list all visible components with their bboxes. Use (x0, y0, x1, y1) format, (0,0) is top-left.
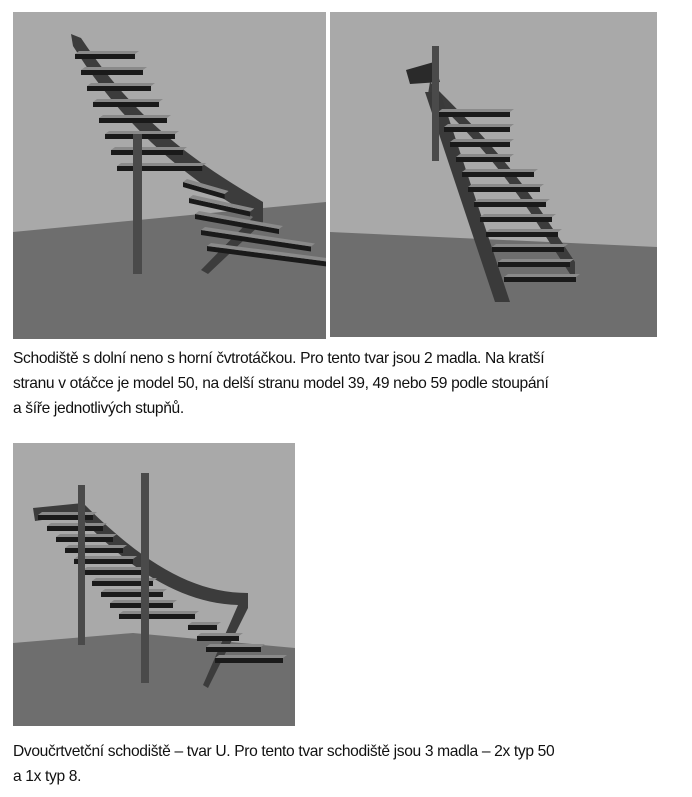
stair-tread (93, 99, 163, 102)
stair-step (75, 54, 135, 59)
stair-tread (105, 131, 179, 134)
staircase-u-shape-image (13, 443, 295, 726)
stair-tread (117, 163, 206, 166)
text-line: Dvoučrtvetční schodiště – tvar U. Pro tento tvar schodiště jsou 3 madla – 2x typ 50 (13, 743, 555, 760)
stair-tread (83, 567, 147, 570)
stair-step (498, 262, 570, 267)
stair-tread (81, 67, 147, 70)
stair-tread (474, 199, 550, 202)
stair-step (87, 86, 151, 91)
text-line: a šíře jednotlivých stupňů. (13, 400, 184, 417)
stair-tread (75, 51, 139, 54)
stair-tread (438, 109, 514, 112)
stair-step (117, 166, 202, 171)
newel-post (432, 46, 439, 161)
stair-step (99, 118, 167, 123)
stair-tread (215, 655, 287, 658)
stair-step (462, 172, 534, 177)
stair-tread (468, 184, 544, 187)
stair-step (197, 636, 239, 641)
stair-step (450, 142, 510, 147)
stair-tread (206, 644, 265, 647)
stair-step (83, 570, 143, 575)
staircase-quarter-turn-image (13, 12, 326, 339)
stair-tread (99, 115, 171, 118)
stair-step (101, 592, 163, 597)
stair-step (474, 202, 546, 207)
stair-step (47, 526, 103, 531)
stair-tread (456, 154, 514, 157)
stair-step (492, 247, 564, 252)
stair-tread (492, 244, 568, 247)
text-line: stranu v otáčce je model 50, na delší stranu model 39, 49 nebo 59 podle stoupání (13, 375, 549, 392)
stair-step (206, 647, 261, 652)
stair-step (111, 150, 183, 155)
stair-step (188, 625, 217, 630)
paragraph-quarter-turn-description (13, 346, 688, 421)
stair-step (81, 70, 143, 75)
stair-tread (188, 622, 221, 625)
stair-tread (38, 512, 97, 515)
stair-tread (450, 139, 514, 142)
stair-step (456, 157, 510, 162)
stair-tread (56, 534, 117, 537)
staircase-upper-quarter-turn-image (330, 12, 657, 337)
newel-post (133, 134, 142, 274)
stair-step (468, 187, 540, 192)
stair-step (65, 548, 123, 553)
stair-tread (119, 611, 199, 614)
stair-tread (47, 523, 107, 526)
stair-tread (65, 545, 127, 548)
stair-tread (197, 633, 243, 636)
text-line: Schodiště s dolní neno s horní čvtrotáčkou. Pro tento tvar jsou 2 madla. Na kratší (13, 350, 545, 367)
stair-tread (504, 274, 580, 277)
stair-step (486, 232, 558, 237)
newel-post (141, 473, 149, 683)
newel-post (78, 485, 85, 645)
stair-tread (462, 169, 538, 172)
stair-step (480, 217, 552, 222)
stair-step (93, 102, 159, 107)
stair-tread (87, 83, 155, 86)
stair-step (504, 277, 576, 282)
stair-tread (111, 147, 187, 150)
stair-tread (498, 259, 574, 262)
stair-step (444, 127, 510, 132)
stair-tread (480, 214, 556, 217)
text-line: a 1x typ 8. (13, 768, 82, 785)
stair-step (438, 112, 510, 117)
stair-step (119, 614, 195, 619)
stair-step (215, 658, 283, 663)
stair-tread (486, 229, 562, 232)
stair-tread (444, 124, 514, 127)
paragraph-u-shape-description (13, 739, 688, 789)
stair-tread (101, 589, 167, 592)
